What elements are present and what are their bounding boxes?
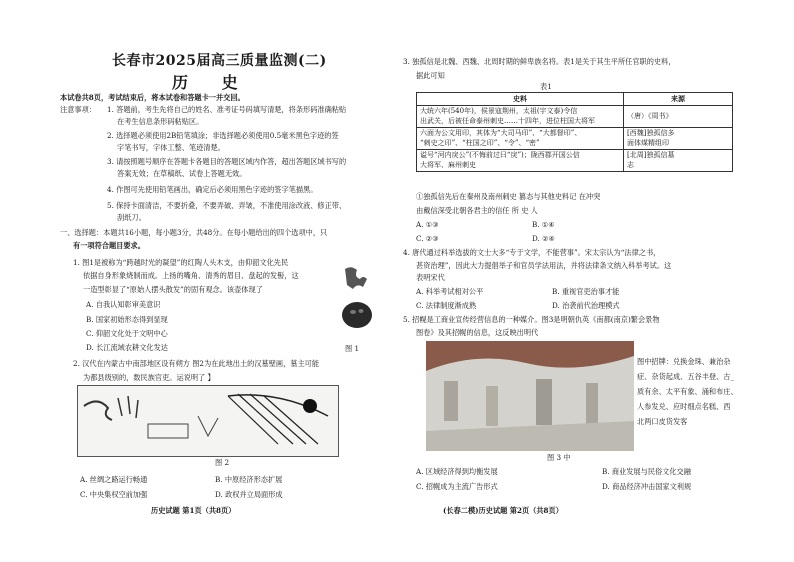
q2-option-b: B. 中原经济形态扩展 bbox=[215, 475, 283, 484]
q2-text: 为都县级别的，数民族官吏。运说明了 】 bbox=[83, 373, 215, 382]
table-caption: 表1 bbox=[540, 82, 552, 91]
notes-label: 注意事项： bbox=[60, 105, 96, 114]
section-heading-2: 有一项符合题目要求。 bbox=[73, 241, 145, 250]
right-page bbox=[397, 0, 794, 562]
q3-text: 3. 独孤信是北魏、西魏、北周时期的鲜卑族名将。表1是关于其生平所任官职的史料， bbox=[403, 57, 676, 66]
table-header: 来源 bbox=[624, 93, 733, 106]
q3-option-a: A. ①③ bbox=[416, 220, 439, 229]
figure-3-label: 图 3 中 bbox=[547, 453, 571, 462]
table-cell-line: 六面为公文用印，其体为“大司马印”、“大都督印”、 bbox=[420, 129, 582, 137]
note-line: 2. 选择题必须使用2B铅笔填涂；非选择题必须使用0.5毫米黑色字迹的签 bbox=[107, 131, 339, 140]
q3-statement: 由戴信深受北朝各君主的信任 所 史 人 bbox=[416, 206, 538, 215]
table-cell-line: “刺史之印”、“柱国之印”、“令”、“密” bbox=[420, 138, 540, 147]
fig3-caption: 图中招牌：兑换金珠、兼治杂 bbox=[637, 357, 731, 366]
note-line: 1. 答题前，考生先将自己的姓名、准考证号码填写清楚，将条形码准确粘贴 bbox=[107, 105, 347, 114]
table-cell bbox=[417, 128, 624, 150]
q1-option-c: C. 仰韶文化处于文明中心 bbox=[86, 329, 168, 338]
note-line: 3. 请按照题号顺序在答题卡各题目的答题区域内作答，超出答题区域书写的 bbox=[107, 157, 347, 166]
fig3-caption: 北两口皮货发客 bbox=[637, 417, 688, 426]
fig3-caption: 症、杂货起成、五谷丰登、古_ bbox=[637, 372, 735, 381]
q5-option-c: C. 招幌成为主流广告形式 bbox=[416, 482, 498, 491]
q4-option-c: C. 法律制度渐成熟 bbox=[416, 301, 477, 310]
q5-option-b: B. 商业发展与民俗文化交融 bbox=[602, 467, 691, 476]
table-cell-line: 面体煤精组印 bbox=[627, 138, 669, 147]
q1-option-a: A. 自我认知彰审美意识 bbox=[86, 300, 161, 309]
pottery-head-figure bbox=[327, 265, 377, 337]
figure-1-label: 图 1 bbox=[345, 344, 360, 353]
q2-option-d: D. 政权并立局面形成 bbox=[215, 490, 283, 499]
page-footer-left: 历史试题 第1页（共8页） bbox=[151, 506, 236, 515]
q4-option-b: B. 重视官吏治事才能 bbox=[552, 287, 620, 296]
table-header: 史料 bbox=[417, 93, 624, 106]
table-cell bbox=[417, 150, 624, 172]
q1-option-d: D. 长江流域农耕文化发达 bbox=[86, 343, 168, 352]
table-cell-line: 谥号“河内戾公”(不悔前过曰“戾”)；陇西郡开国公信 bbox=[420, 151, 580, 159]
q2-option-c: C. 中央集权空前加强 bbox=[80, 490, 148, 499]
table-cell bbox=[624, 150, 733, 172]
source-table bbox=[416, 92, 733, 172]
table-cell bbox=[417, 106, 624, 128]
note-line: 4. 作图可先使用铅笔画出，确定后必须用黑色字迹的签字笔描黑。 bbox=[107, 185, 318, 194]
q3-text: 据此可知 bbox=[416, 71, 445, 80]
exam-title: 长春市2025届高三质量监测(二) bbox=[112, 53, 327, 69]
q5-option-d: D. 商品经济冲击国家文利规 bbox=[602, 482, 692, 491]
q3-statement: ①独孤信先后在秦州及南州刺史 篡态与其他史料记 在冲突 bbox=[416, 192, 601, 201]
q1-text: 一造型彰显了“原始人摆头散发”的固有观念。该壶体现了 bbox=[83, 285, 263, 294]
q4-text: 4. 唐代通过科举选拔的文士大多“专于文学，不能营事”。宋太宗认为“法律之书， bbox=[403, 248, 661, 257]
q5-text: 5. 招幌是工商业宣传经营信息的一种媒介。图3是明朝仇英《南都(南京)繁会景物 bbox=[403, 315, 660, 324]
table-cell-line: 志 bbox=[627, 160, 634, 169]
table-row bbox=[417, 150, 733, 172]
subject-title: 历 史 bbox=[172, 73, 252, 92]
table-cell bbox=[624, 128, 733, 150]
q3-option-c: C. ②③ bbox=[416, 234, 439, 243]
q5-option-a: A. 区域经济得到均衡发展 bbox=[416, 467, 498, 476]
note-line: 5. 保持卡面清洁，不要折叠，不要弄破、弄皱，不准使用涂改液、修正带、 bbox=[107, 201, 347, 210]
q5-text: 图卷》及其招幌的信息，这反映出明代 bbox=[416, 328, 539, 337]
nandu-painting-figure bbox=[426, 341, 634, 451]
q4-text: 甚资治理”，因此大力提倡举子和官员学法用法，并将法律条文纳入科举考试。这 bbox=[416, 261, 672, 270]
q3-option-d: D. ②④ bbox=[532, 234, 555, 243]
fig3-caption: 质有余、太平有象、涌和布庄、 bbox=[637, 387, 738, 396]
table-cell-line: 出武关，后被任命泰州刺史……十四年，进位柱国大将军 bbox=[420, 116, 595, 125]
note-line: 答案无效；在草稿纸、试卷上答题无效。 bbox=[117, 169, 247, 178]
q3-option-b: B. ①④ bbox=[532, 220, 555, 229]
q4-option-a: A. 科举考试相对公平 bbox=[416, 287, 484, 296]
fig3-caption: 人参发兑、应时细点名糕、西 bbox=[637, 402, 731, 411]
q4-text: 表明宋代 bbox=[416, 273, 445, 282]
table-cell-line: 大统六年(540年)，侯景寇荆州，太祖(宇文泰)令信 bbox=[420, 107, 578, 115]
q1-text: 依据自身形象烧制而成。上扬的嘴角、清秀的眉目、盘起的发髻，这 bbox=[83, 271, 299, 280]
q4-option-d: D. 治袭前代治理模式 bbox=[552, 301, 620, 310]
q2-text: 2. 汉代在内蒙古中南部地区设有朔方 图2为在此地出土的汉墓壁画，墓主可能 bbox=[73, 359, 320, 368]
note-line: 在考生信息条形码粘贴区。 bbox=[117, 117, 204, 126]
table-row bbox=[417, 128, 733, 150]
note-line: 字笔书写，字体工整、笔迹清楚。 bbox=[117, 143, 225, 152]
page-footer-right: (长春二模)历史试题 第2页（共8页） bbox=[443, 506, 563, 515]
table-cell-line: 大将军、麻州刺史 bbox=[420, 160, 476, 169]
han-tomb-mural-figure bbox=[77, 385, 339, 457]
q1-option-b: B. 国家初始形态得到显现 bbox=[86, 315, 168, 324]
exam-note: 本试卷共8页，考试结束后，将本试卷和答题卡一并交回。 bbox=[60, 93, 245, 102]
table-cell-line: [西魏]独孤信多 bbox=[627, 129, 675, 137]
section-heading: 一、选择题：本题共16小题，每小题3分，共48分。在每小题给出的四个选项中，只 bbox=[60, 228, 328, 237]
table-header-row bbox=[417, 93, 733, 106]
q1-text: 1. 图1是被称为“跨越时光的凝望”的红陶人头木支，由仰韶文化先民 bbox=[73, 258, 289, 267]
q2-option-a: A. 丝绸之路运行畅通 bbox=[80, 475, 148, 484]
table-cell-line: （唐）《周书》 bbox=[627, 111, 673, 120]
table-row bbox=[417, 106, 733, 128]
figure-2-label: 图 2 bbox=[215, 458, 230, 467]
table-cell bbox=[624, 106, 733, 128]
note-line: 刮纸刀。 bbox=[117, 213, 146, 222]
table-cell-line: [北周]独孤信墓 bbox=[627, 151, 675, 159]
